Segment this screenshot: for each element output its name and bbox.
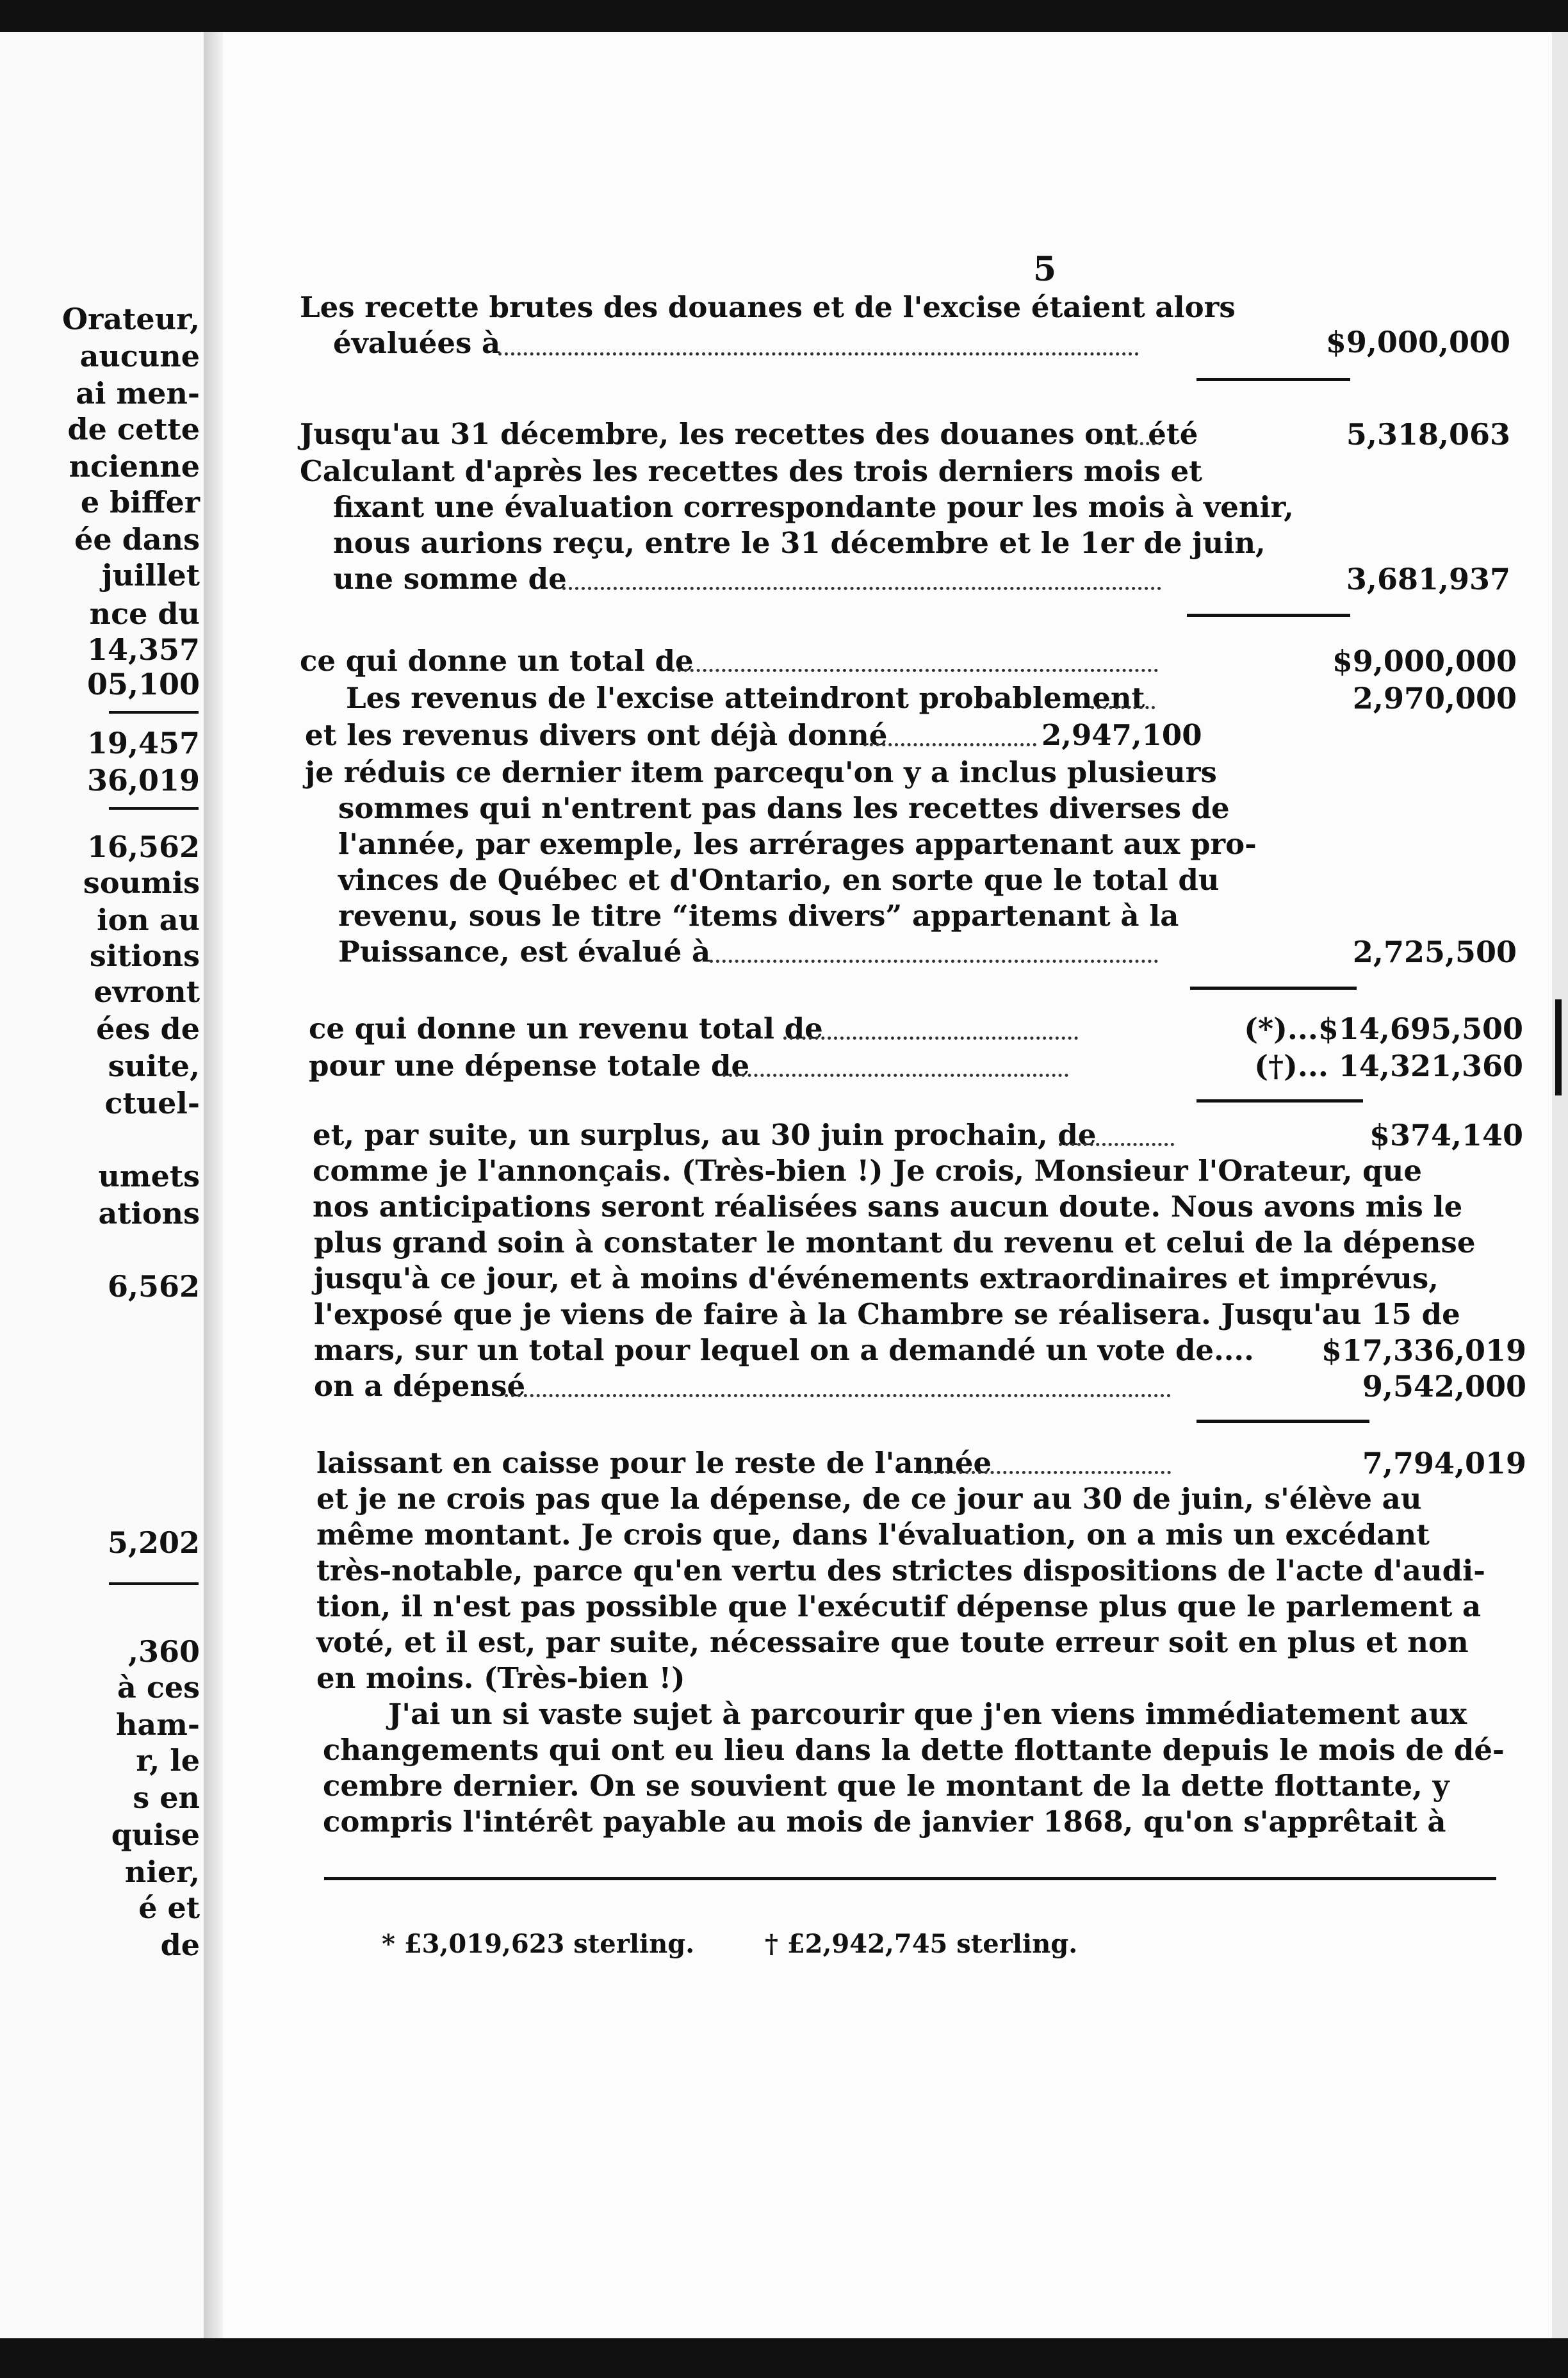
- prev-page-line: ion au: [97, 903, 200, 937]
- dot-leader: [505, 1394, 1171, 1397]
- text-line: en moins. (Très-bien !): [316, 1661, 685, 1695]
- prev-page-line: 5,202: [107, 1525, 200, 1560]
- text-line: compris l'intérêt payable au mois de janvier 1868, qu'on s'apprêtait à: [323, 1805, 1446, 1839]
- prev-page-line: ations: [98, 1196, 200, 1231]
- text-line: je réduis ce dernier item parcequ'on y a inclus plusieurs: [305, 755, 1217, 789]
- prev-page-line: é et: [138, 1890, 200, 1925]
- prev-page-line: de cette: [67, 412, 200, 447]
- prev-page-line: soumis: [83, 865, 200, 900]
- text-line: ce qui donne un revenu total de: [309, 1012, 823, 1046]
- amount: 2,970,000: [1352, 681, 1517, 716]
- amount: 9,542,000: [1362, 1369, 1526, 1404]
- sum-rule: [1190, 987, 1357, 990]
- prev-page-line: 05,100: [86, 667, 200, 701]
- footnote: † £2,942,745 sterling.: [765, 1929, 1078, 1959]
- text-line: évaluées à: [333, 326, 501, 360]
- prev-page-line: 6,562: [107, 1269, 200, 1304]
- page-edge: [1552, 32, 1568, 2338]
- edge-mark: [1555, 999, 1562, 1095]
- footnote: * £3,019,623 sterling.: [382, 1929, 695, 1959]
- dot-leader: [710, 960, 1158, 963]
- prev-page-line: nce du: [89, 596, 200, 631]
- sum-rule: [1196, 1099, 1363, 1103]
- text-line: Les revenus de l'excise atteindront probablement: [346, 681, 1145, 715]
- text-line: Jusqu'au 31 décembre, les recettes des douanes ont été: [300, 417, 1198, 451]
- text-line: comme je l'annonçais. (Très-bien !) Je crois, Monsieur l'Orateur, que: [313, 1154, 1422, 1188]
- text-line: et je ne crois pas que la dépense, de ce jour au 30 de juin, s'élève au: [316, 1482, 1422, 1516]
- dot-leader: [562, 587, 1161, 590]
- text-line: Puissance, est évalué à: [338, 935, 711, 969]
- dot-leader: [1059, 1143, 1174, 1146]
- text-line: laissant en caisse pour le reste de l'année: [316, 1446, 992, 1480]
- prev-rule: [109, 711, 199, 714]
- dot-leader: [863, 743, 1036, 746]
- footnote-rule: [324, 1877, 1496, 1880]
- text-line: changements qui ont eu lieu dans la dette flottante depuis le mois de dé-: [323, 1733, 1505, 1767]
- prev-page-line: juillet: [101, 558, 200, 593]
- dot-leader: [783, 1037, 1078, 1040]
- prev-rule: [109, 1582, 199, 1585]
- previous-page-fragment: [0, 32, 204, 2338]
- amount: 2,947,100: [1041, 718, 1202, 752]
- prev-page-line: e biffer: [80, 485, 200, 520]
- dot-leader: [498, 352, 1139, 356]
- amount: (*)...$14,695,500: [1244, 1012, 1523, 1046]
- prev-page-line: ncienne: [69, 449, 200, 484]
- text-line: jusqu'à ce jour, et à moins d'événements extraordinaires et imprévus,: [314, 1261, 1439, 1295]
- prev-page-line: 14,357: [86, 632, 200, 667]
- prev-rule: [109, 807, 199, 810]
- page-number: 5: [1033, 250, 1057, 289]
- amount: $9,000,000: [1325, 325, 1510, 359]
- prev-page-line: nier,: [124, 1855, 200, 1889]
- dot-leader: [1110, 442, 1161, 445]
- dot-leader: [927, 1471, 1171, 1474]
- text-line: et, par suite, un surplus, au 30 juin prochain, de: [313, 1118, 1097, 1152]
- text-line: fixant une évaluation correspondante pour les mois à venir,: [333, 490, 1294, 524]
- amount: $374,140: [1369, 1118, 1523, 1152]
- text-line: mars, sur un total pour lequel on a demandé un vote de....: [314, 1333, 1254, 1367]
- prev-page-line: suite,: [108, 1049, 200, 1083]
- prev-page-line: s en: [133, 1780, 200, 1815]
- sum-rule: [1196, 1420, 1369, 1423]
- text-line: Calculant d'après les recettes des trois derniers mois et: [300, 454, 1202, 488]
- sum-rule: [1196, 378, 1350, 381]
- text-line: pour une dépense totale de: [309, 1049, 750, 1083]
- text-line: J'ai un si vaste sujet à parcourir que j'en viens immédiatement aux: [388, 1697, 1467, 1731]
- amount: 5,318,063: [1346, 417, 1510, 452]
- text-line: sommes qui n'entrent pas dans les recettes diverses de: [338, 791, 1230, 825]
- amount: 2,725,500: [1352, 935, 1517, 969]
- text-line: plus grand soin à constater le montant du revenu et celui de la dépense: [314, 1226, 1476, 1259]
- prev-page-line: ,360: [127, 1634, 200, 1669]
- text-line: et les revenus divers ont déjà donné: [305, 718, 888, 752]
- book-page: [223, 32, 1552, 2338]
- text-line: Les recette brutes des douanes et de l'excise étaient alors: [300, 290, 1236, 324]
- amount: 7,794,019: [1362, 1446, 1526, 1480]
- text-line: une somme de: [333, 562, 567, 596]
- text-line: très-notable, parce qu'en vertu des strictes dispositions de l'acte d'audi-: [316, 1554, 1485, 1587]
- text-line: nos anticipations seront réalisées sans aucun doute. Nous avons mis le: [313, 1190, 1463, 1224]
- prev-page-line: 36,019: [86, 763, 200, 798]
- text-line: nous aurions reçu, entre le 31 décembre et le 1er de juin,: [333, 526, 1266, 560]
- prev-page-line: r, le: [136, 1743, 200, 1778]
- prev-page-line: ée dans: [74, 522, 200, 557]
- prev-page-line: 16,562: [86, 830, 200, 864]
- prev-page-line: quise: [111, 1817, 200, 1852]
- prev-page-line: aucune: [79, 339, 200, 373]
- prev-page-line: umets: [98, 1159, 200, 1193]
- text-line: on a dépensé: [314, 1369, 526, 1403]
- text-line: vinces de Québec et d'Ontario, en sorte que le total du: [338, 863, 1220, 897]
- text-line: l'exposé que je viens de faire à la Chambre se réalisera. Jusqu'au 15 de: [314, 1297, 1460, 1331]
- text-line: revenu, sous le titre “items divers” appartenant à la: [338, 899, 1179, 933]
- prev-page-line: Orateur,: [62, 302, 200, 336]
- dot-leader: [723, 1074, 1068, 1077]
- prev-page-line: sitions: [89, 939, 200, 973]
- prev-page-line: ai men-: [76, 376, 200, 411]
- prev-page-line: de: [160, 1928, 200, 1962]
- amount: (†)... 14,321,360: [1254, 1049, 1523, 1083]
- dot-leader: [671, 669, 1158, 672]
- book-gutter: [204, 32, 223, 2338]
- text-line: cembre dernier. On se souvient que le montant de la dette flottante, y: [323, 1769, 1450, 1803]
- text-line: l'année, par exemple, les arrérages appartenant aux pro-: [338, 827, 1257, 861]
- text-line: ce qui donne un total de: [300, 644, 694, 678]
- text-line: voté, et il est, par suite, nécessaire que toute erreur soit en plus et non: [316, 1625, 1469, 1659]
- amount: 3,681,937: [1346, 562, 1510, 596]
- text-line: tion, il n'est pas possible que l'exécutif dépense plus que le parlement a: [316, 1589, 1482, 1623]
- prev-page-line: ées de: [96, 1012, 200, 1046]
- prev-page-line: ctuel-: [104, 1086, 200, 1120]
- prev-page-line: 19,457: [86, 726, 200, 760]
- dot-leader: [1091, 706, 1155, 709]
- text-line: même montant. Je crois que, dans l'évaluation, on a mis un excédant: [316, 1518, 1430, 1552]
- amount: $9,000,000: [1332, 644, 1517, 678]
- prev-page-line: ham-: [115, 1707, 200, 1742]
- prev-page-line: à ces: [117, 1670, 200, 1705]
- prev-page-line: evront: [94, 974, 200, 1009]
- sum-rule: [1187, 614, 1350, 617]
- amount: $17,336,019: [1321, 1333, 1526, 1368]
